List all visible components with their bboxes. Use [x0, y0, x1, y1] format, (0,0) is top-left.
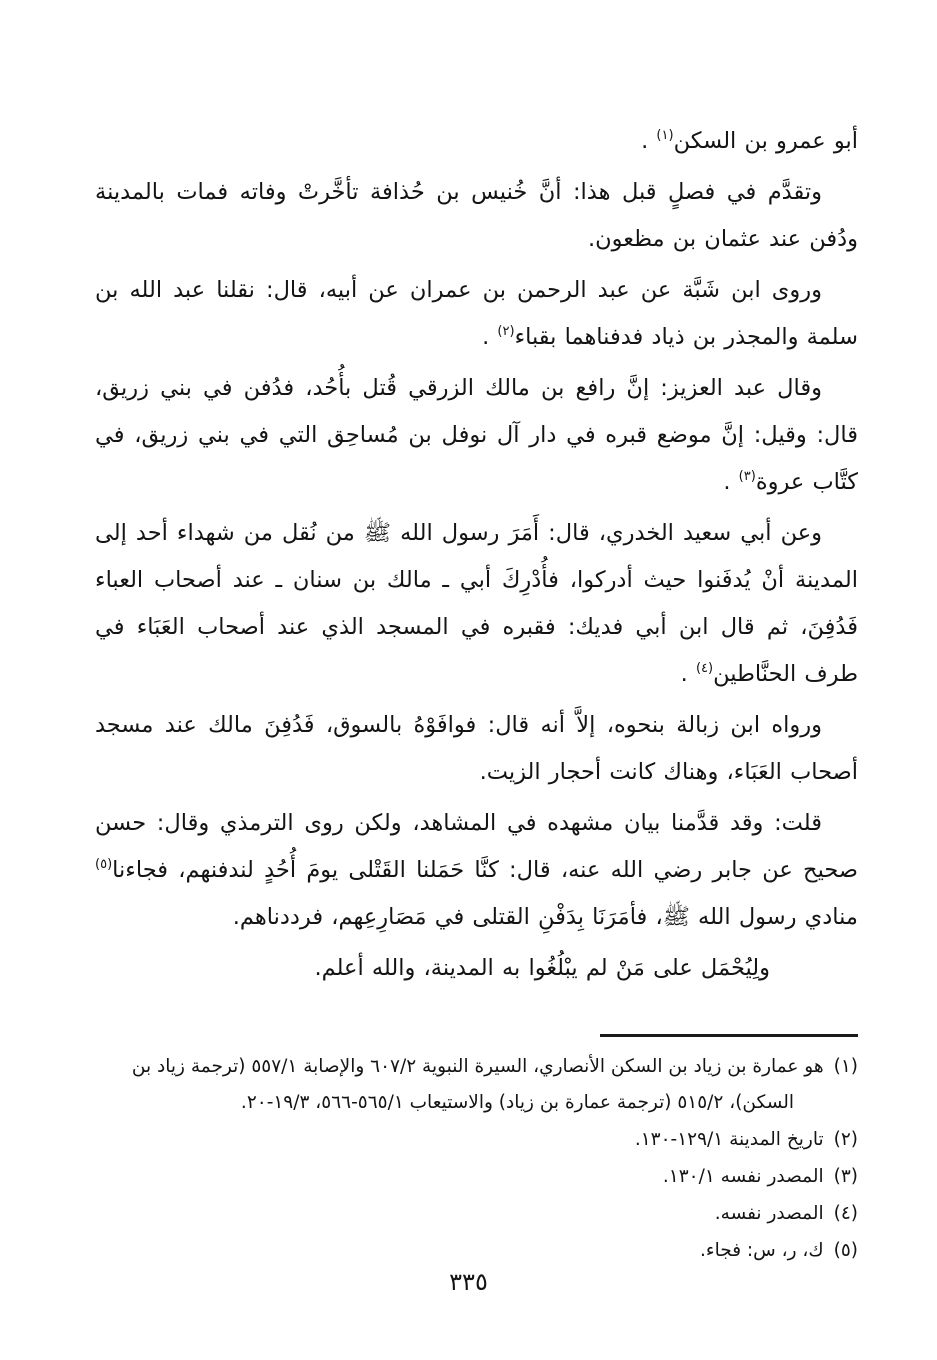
footnote-text: المصدر نفسه ١٣٠/١.	[662, 1166, 824, 1187]
footnote-3	[95, 1159, 858, 1195]
footnote-marker: (١)	[833, 1056, 858, 1077]
footnote-5	[95, 1233, 858, 1269]
footnote-section	[95, 1034, 858, 1269]
paragraph-closing-line: ولِيُحْمَل على مَنْ لم يبْلُغُوا به المدينة، والله أعلم.	[314, 955, 770, 981]
footnote-ref: (١)	[656, 128, 674, 143]
paragraph: قلت: وقد قدَّمنا بيان مشهده في المشاهد، ولكن روى الترمذي وقال: حسن صحيح عن جابر رضي الله عنه، قال: كنَّا حَمَلنا القَتْلى يومَ أُحُدٍ لندفنهم، فجاءنا$^{(٥)}$ منادي رسول الله ﷺ، فأمَرَنَا بِدَفْنِ القتلى في مَصَارِعِهم، فرددناهم.	[95, 810, 858, 930]
footnote-text: تاريخ المدينة ١٢٩/١-١٣٠.	[634, 1129, 824, 1150]
footnote-1	[95, 1049, 858, 1121]
paragraph: وروى ابن شَبَّة عن عبد الرحمن بن عمران عن أبيه، قال: نقلنا عبد الله بن سلمة والمجذر بن ذياد فدفناهما بقباء$^{(٢)}$ .	[95, 277, 858, 350]
footnote-4	[95, 1196, 858, 1232]
footnote-marker: (٢)	[833, 1129, 858, 1150]
paragraph: ورواه ابن زبالة بنحوه، إلاَّ أنه قال: فوافَوْهُ بالسوق، فَدُفِنَ مالك عند مسجد أصحاب العَبَاء، وهناك كانت أحجار الزيت.	[95, 712, 858, 785]
paragraph-continuation: أبو عمرو بن السكن$^{(١)}$ .	[641, 128, 858, 154]
footnote-marker: (٣)	[833, 1166, 858, 1187]
footnote-divider	[600, 1034, 858, 1037]
paragraph: وتقدَّم في فصلٍ قبل هذا: أنَّ خُنيس بن حُذافة تأخَّرتْ وفاته فمات بالمدينة ودُفن عند عثمان بن مظعون.	[95, 179, 858, 252]
paragraph: وقال عبد العزيز: إنَّ رافع بن مالك الزرقي قُتل بأُحُد، فدُفن في بني زريق، قال: وقيل: إنَّ موضع قبره في دار آل نوفل بن مُساحِق التي في بني زريق، في كتَّاب عروة$^{(٣)}$ .	[95, 375, 858, 495]
footnote-text: ك، ر، س: فجاء.	[700, 1240, 824, 1261]
main-text-block	[95, 118, 858, 992]
footnote-ref: (٥)	[95, 857, 113, 872]
footnote-marker: (٤)	[833, 1203, 858, 1224]
footnote-text: هو عمارة بن زياد بن السكن الأنصاري، السيرة النبوية ٦٠٧/٢ والإصابة ٥٥٧/١ (ترجمة زياد بن السكن)، ٥١٥/٢ (ترجمة عمارة بن زياد) والاستيعاب ٥٦٥/١-٥٦٦، ١٩/٣-٢٠.	[131, 1056, 824, 1113]
book-page	[95, 118, 858, 1270]
footnote-ref: (٤)	[695, 661, 714, 676]
paragraph: وعن أبي سعيد الخدري، قال: أَمَرَ رسول الله ﷺ من نُقل من شهداء أحد إلى المدينة أنْ يُدفَنوا حيث أدركوا، فأُدْرِكَ أبي ـ مالك بن سنان ـ عند أصحاب العباء فَدُفِنَ، ثم قال ابن أبي فديك: فقبره في المسجد الذي عند أصحاب العَبَاء في طرف الحنَّاطين$^{(٤)}$ .	[95, 520, 858, 687]
footnote-text: المصدر نفسه.	[714, 1203, 824, 1224]
footnote-ref: (٣)	[738, 469, 756, 484]
footnote-marker: (٥)	[833, 1240, 858, 1261]
footnote-2	[95, 1122, 858, 1158]
page-number: ٣٣٥	[449, 1268, 488, 1296]
footnote-ref: (٢)	[497, 324, 515, 339]
